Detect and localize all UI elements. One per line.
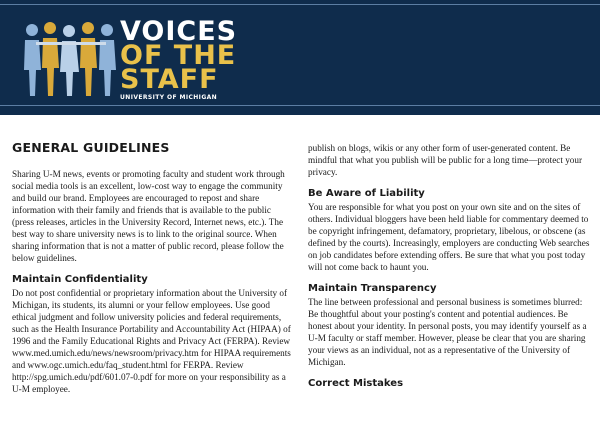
left-column [12,140,295,395]
section-heading: Correct Mistakes [308,378,404,389]
voices-of-the-staff-logo [120,16,238,101]
banner-top-rule [0,4,600,5]
page-title: GENERAL GUIDELINES [12,140,170,155]
section-heading: Maintain Transparency [308,283,437,294]
people-holding-hands-icon [22,18,118,98]
section-heading: Maintain Confidentiality [12,274,148,285]
continued-paragraph: publish on blogs, wikis or any other form of user-generated content. Be mindful that what you publish will be public for a long time—protect your privacy. [308,143,583,177]
intro-paragraph: Sharing U-M news, events or promoting faculty and student work through social media tools is an excellent, low-cost way to engage the community and build our brand. Employees are encouraged to repost and share information with their family and friends that is available to the public (press releases, articles in the University Record, Internet news, etc.). The best way to share university news is to link to the original source. When sharing information that is not a matter of public record, please follow the below guidelines. [12,169,285,263]
logo-line-of-the: OF THE [120,40,237,71]
right-column [308,142,590,391]
header-banner [0,0,600,115]
logo-subtitle: UNIVERSITY OF MICHIGAN [120,94,218,101]
section-body: Do not post confidential or proprietary information about the University of Michigan, its students, its alumni or your fellow employees. Use good ethical judgment and follow university policies and federal requirements, such as the Health Insurance Portability and Accountability Act (HIPAA) of 1996 and the Family Educational Rights and Privacy Act (FERPA). Review www.med.umich.edu/news/newsroom/privacy.htm for HIPAA requirements and www.ogc.umich.edu/faq_student.html for FERPA. Review http://spg.umich.edu/pdf/601.07-0.pdf for more on your responsibility as a U-M employee. [12,288,291,394]
banner-bottom-rule [0,105,600,106]
logo-line-voices: VOICES [120,16,238,47]
section-body: You are responsible for what you post on your own site and on the sites of others. Individual bloggers have been held liable for commentary deemed to be copyright infringement, defamatory, proprietary, libelous, or obscene (as defined by the courts). Increasingly, employers are conducting Web searches on job candidates before extending offers. Be sure that what you post today will not come back to haunt you. [308,202,590,272]
section-body: The line between professional and personal business is sometimes blurred: Be thoughtful about your posting's content and potential audiences. Be honest about your identity. In personal posts, you may identify yourself as a U-M faculty or staff member. However, please be clear that you are sharing your views as an individual, not as a representative of the University of Michigan. [308,297,587,367]
section-heading: Be Aware of Liability [308,188,425,199]
logo-line-staff: STAFF [120,64,219,95]
